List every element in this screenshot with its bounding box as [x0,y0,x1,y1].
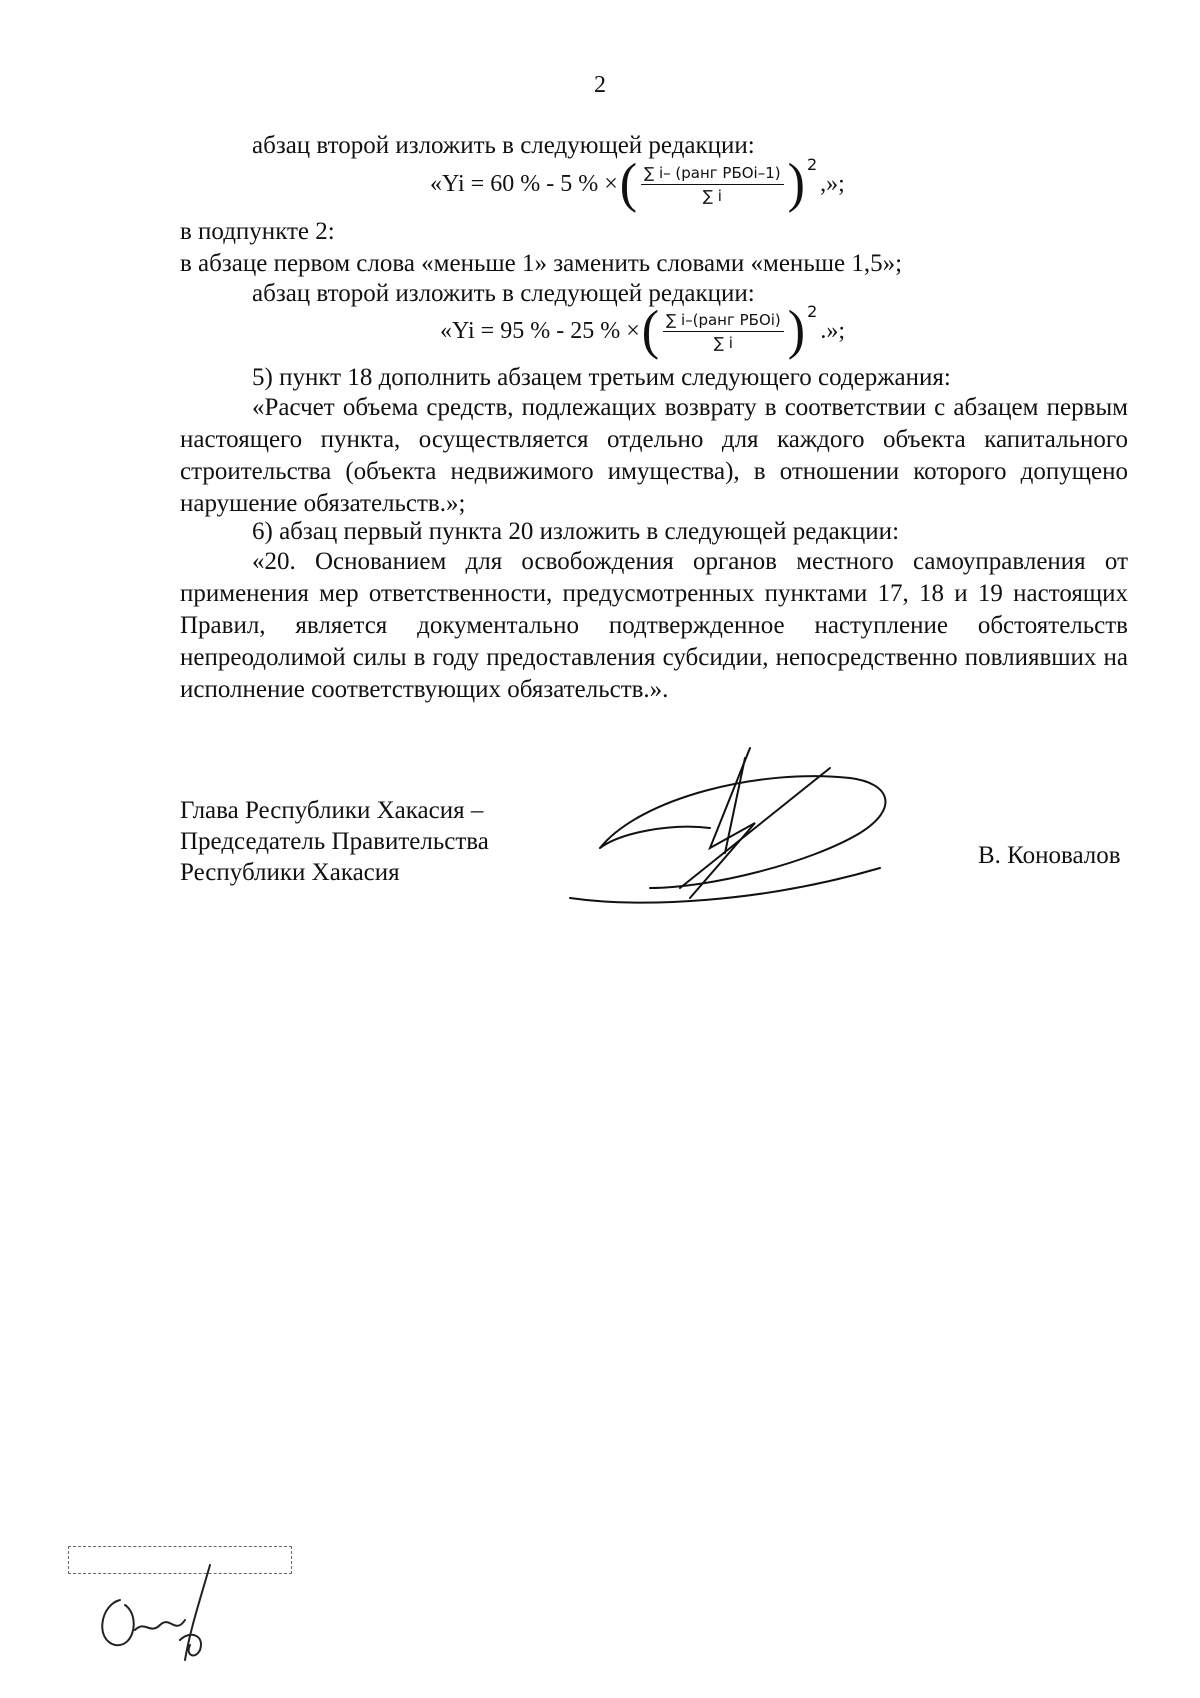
handwritten-signature-icon [560,738,960,918]
initials-signature-icon [90,1560,240,1670]
signer-title-line: Председатель Правительства [180,828,489,855]
formula-numerator: ∑ i– (ранг РБОi–1) [641,164,784,185]
formula-numerator: ∑ i–(ранг РБОi) [663,311,784,332]
paragraph [180,392,1128,520]
formula-denominator: ∑ i [713,333,733,352]
formula-fraction [663,311,784,352]
text-line: 5) пункт 18 дополнить абзацем третьим следующего содержания: [252,364,951,391]
page-number: 2 [594,72,606,98]
signer-name: В. Коновалов [978,842,1121,869]
text-line: абзац второй изложить в следующей редакции: [252,132,755,159]
formula-fraction [641,164,784,205]
paragraph-text: «20. Основанием для освобождения органов местного самоуправления от применения мер ответственности, предусмотренных пунктами 17, 18 и 19 настоящих Правил, является документально подтвержденное наступление обстоятельств непреодолимой силы в году предоставления субсидии, непосредственно повлиявших на исполнение соответствующих обязательств.». [180,548,1128,703]
formula-lhs: «Yi = 95 % - 25 % × [440,317,640,344]
text-line: в абзаце первом слова «меньше 1» заменить словами «меньше 1,5»; [180,250,903,277]
formula-denominator: ∑ i [702,186,722,205]
right-paren-icon: ) [787,300,806,361]
formula-1 [430,153,845,214]
formula-exponent: 2 [806,154,818,174]
signature-title-block [180,795,489,888]
formula-tail: ,»; [820,170,845,197]
signer-title-line: Республики Хакасия [180,859,400,886]
signer-title-line: Глава Республики Хакасия – [180,797,484,824]
text-line: абзац второй изложить в следующей редакции: [252,280,755,307]
formula-lhs: «Yi = 60 % - 5 % × [430,170,618,197]
text-line: в подпункте 2: [180,218,335,245]
right-paren-icon: ) [787,153,805,214]
paragraph [180,546,1128,706]
left-paren-icon: ( [619,153,638,214]
formula-exponent: 2 [807,301,818,321]
formula-tail: .»; [820,317,845,344]
text-line: 6) абзац первый пункта 20 изложить в следующей редакции: [252,518,900,545]
paragraph-text: «Расчет объема средств, подлежащих возврату в соответствии с абзацем первым настоящего пункта, осуществляется отдельно для каждого объекта капитального строительства (объекта недвижимого имущества), в отношении которого допущено нарушение обязательств.»; [180,394,1128,517]
left-paren-icon: ( [641,300,660,361]
formula-2 [440,300,845,361]
